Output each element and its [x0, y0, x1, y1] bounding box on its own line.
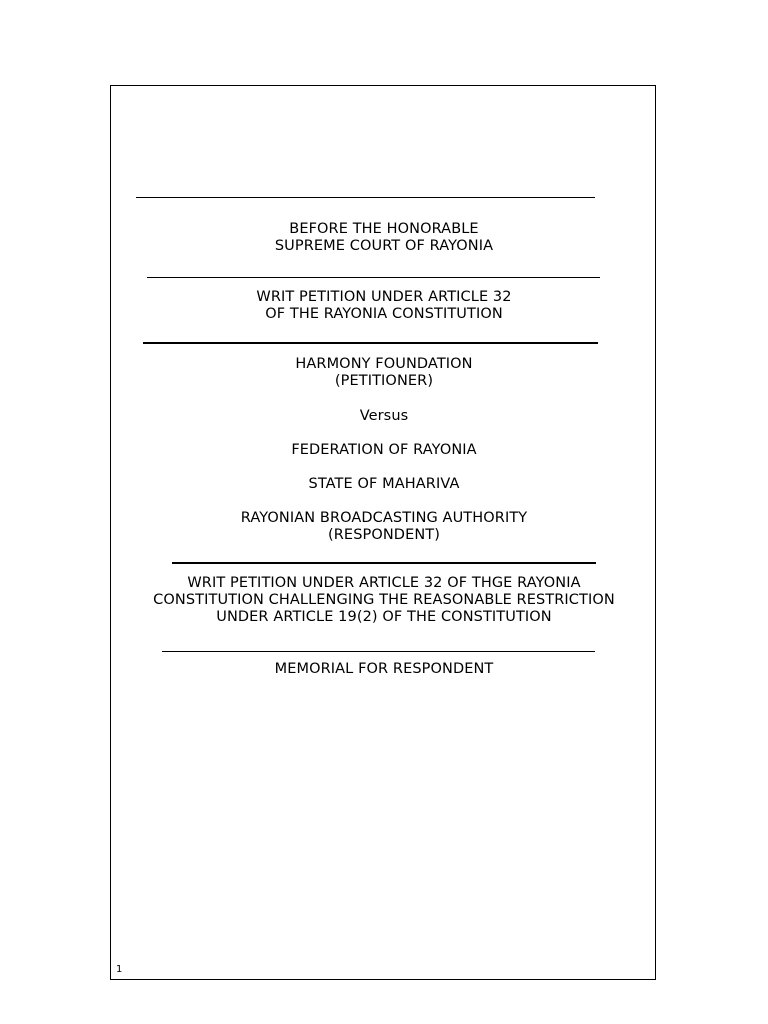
memorial-title-block [111, 661, 657, 678]
document-page [110, 85, 656, 980]
subject-line-3: UNDER ARTICLE 19(2) OF THE CONSTITUTION [216, 609, 552, 625]
respondent-3-block [111, 510, 657, 544]
versus-label: Versus [359, 408, 409, 424]
court-heading [111, 221, 657, 255]
divider-petition [143, 342, 598, 344]
memorial-title: MEMORIAL FOR RESPONDENT [274, 661, 494, 677]
petition-type-line-2: OF THE RAYONIA CONSTITUTION [265, 306, 503, 322]
court-line-2: SUPREME COURT OF RAYONIA [274, 238, 494, 254]
petitioner-role: (PETITIONER) [334, 373, 434, 389]
respondent-2: STATE OF MAHARIVA [308, 476, 460, 492]
divider-court [147, 277, 600, 278]
divider-subject [162, 651, 595, 652]
petition-type [111, 289, 657, 323]
versus-label-block [111, 408, 657, 425]
subject-section [111, 575, 657, 626]
petition-type-line-1: WRIT PETITION UNDER ARTICLE 32 [256, 289, 512, 305]
parties-section [111, 356, 657, 390]
respondent-role: (RESPONDENT) [328, 527, 440, 543]
respondent-2-block [111, 476, 657, 493]
page-number: 1 [116, 964, 123, 975]
respondent-3: RAYONIAN BROADCASTING AUTHORITY [240, 510, 528, 526]
court-line-1: BEFORE THE HONORABLE [289, 221, 479, 237]
subject-line-2: CONSTITUTION CHALLENGING THE REASONABLE RESTRICTION [153, 592, 615, 608]
petitioner-name: HARMONY FOUNDATION [295, 356, 473, 372]
respondent-1: FEDERATION OF RAYONIA [291, 442, 477, 458]
divider-top [136, 197, 595, 198]
respondent-1-block [111, 442, 657, 459]
divider-parties [172, 562, 596, 564]
subject-line-1: WRIT PETITION UNDER ARTICLE 32 OF THGE RAYONIA [187, 575, 581, 591]
